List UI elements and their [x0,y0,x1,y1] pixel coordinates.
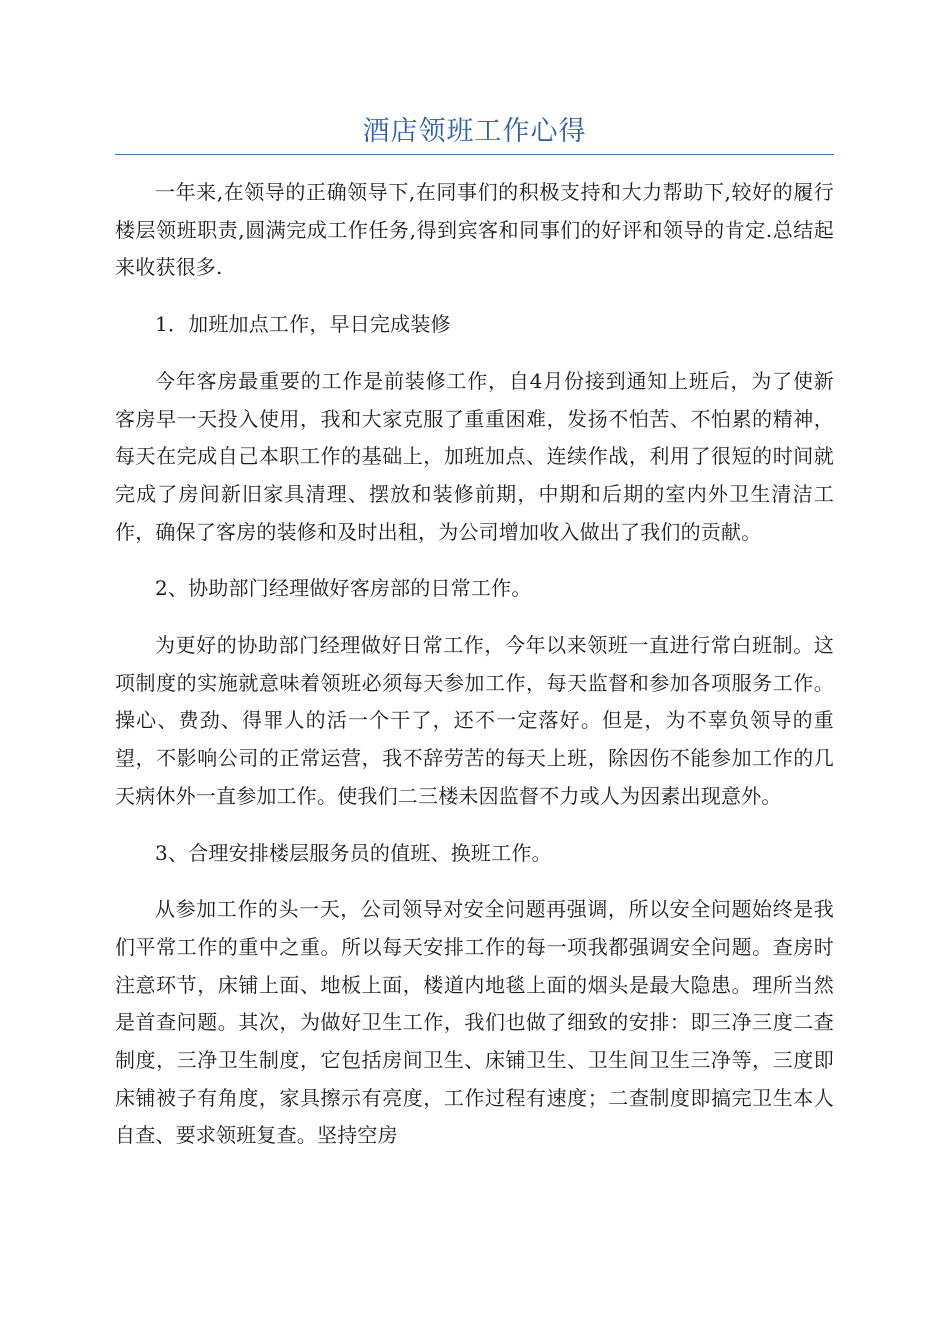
document-body [115,174,834,1155]
paragraph-intro: 一年来,在领导的正确领导下,在同事们的积极支持和大力帮助下,较好的履行楼层领班职责,圆满完成工作任务,得到宾客和同事们的好评和领导的肯定.总结起来收获很多. [115,180,834,280]
section-heading-1: 1．加班加点工作，早日完成装修 [155,312,451,337]
title-underline [115,154,834,155]
paragraph-section-3: 从参加工作的头一天，公司领导对安全问题再强调，所以安全问题始终是我们平常工作的重中之重。所以每天安排工作的每一项我都强调安全问题。查房时注意环节，床铺上面、地板上面，楼道内地毯上面的烟头是最大隐患。理所当然是首查问题。其次，为做好卫生工作，我们也做了细致的安排：即三净三度二查制度，三净卫生制度，它包括房间卫生、床铺卫生、卫生间卫生三净等，三度即床铺被子有角度，家具擦示有亮度，工作过程有速度；二查制度即搞完卫生本人自查、要求领班复查。坚持空房 [115,897,834,1148]
paragraph-section-1: 今年客房最重要的工作是前装修工作，自4月份接到通知上班后，为了使新客房早一天投入使用，我和大家克服了重重困难，发扬不怕苦、不怕累的精神，每天在完成自己本职工作的基础上，加班加点、连续作战，利用了很短的时间就完成了房间新旧家具清理、摆放和装修前期，中期和后期的室内外卫生清洁工作，确保了客房的装修和及时出租，为公司增加收入做出了我们的贡献。 [115,368,834,544]
section-heading-3: 3、合理安排楼层服务员的值班、换班工作。 [155,840,552,865]
section-heading-2: 2、协助部门经理做好客房部的日常工作。 [155,576,532,601]
document-title: 酒店领班工作心得 [362,116,587,147]
paragraph-section-2: 为更好的协助部门经理做好日常工作，今年以来领班一直进行常白班制。这项制度的实施就意味着领班必须每天参加工作，每天监督和参加各项服务工作。操心、费劲、得罪人的活一个干了，还不一定落好。但是，为不辜负领导的重望，不影响公司的正常运营，我不辞劳苦的每天上班，除因伤不能参加工作的几天病休外一直参加工作。使我们二三楼未因监督不力或人为因素出现意外。 [115,633,834,808]
